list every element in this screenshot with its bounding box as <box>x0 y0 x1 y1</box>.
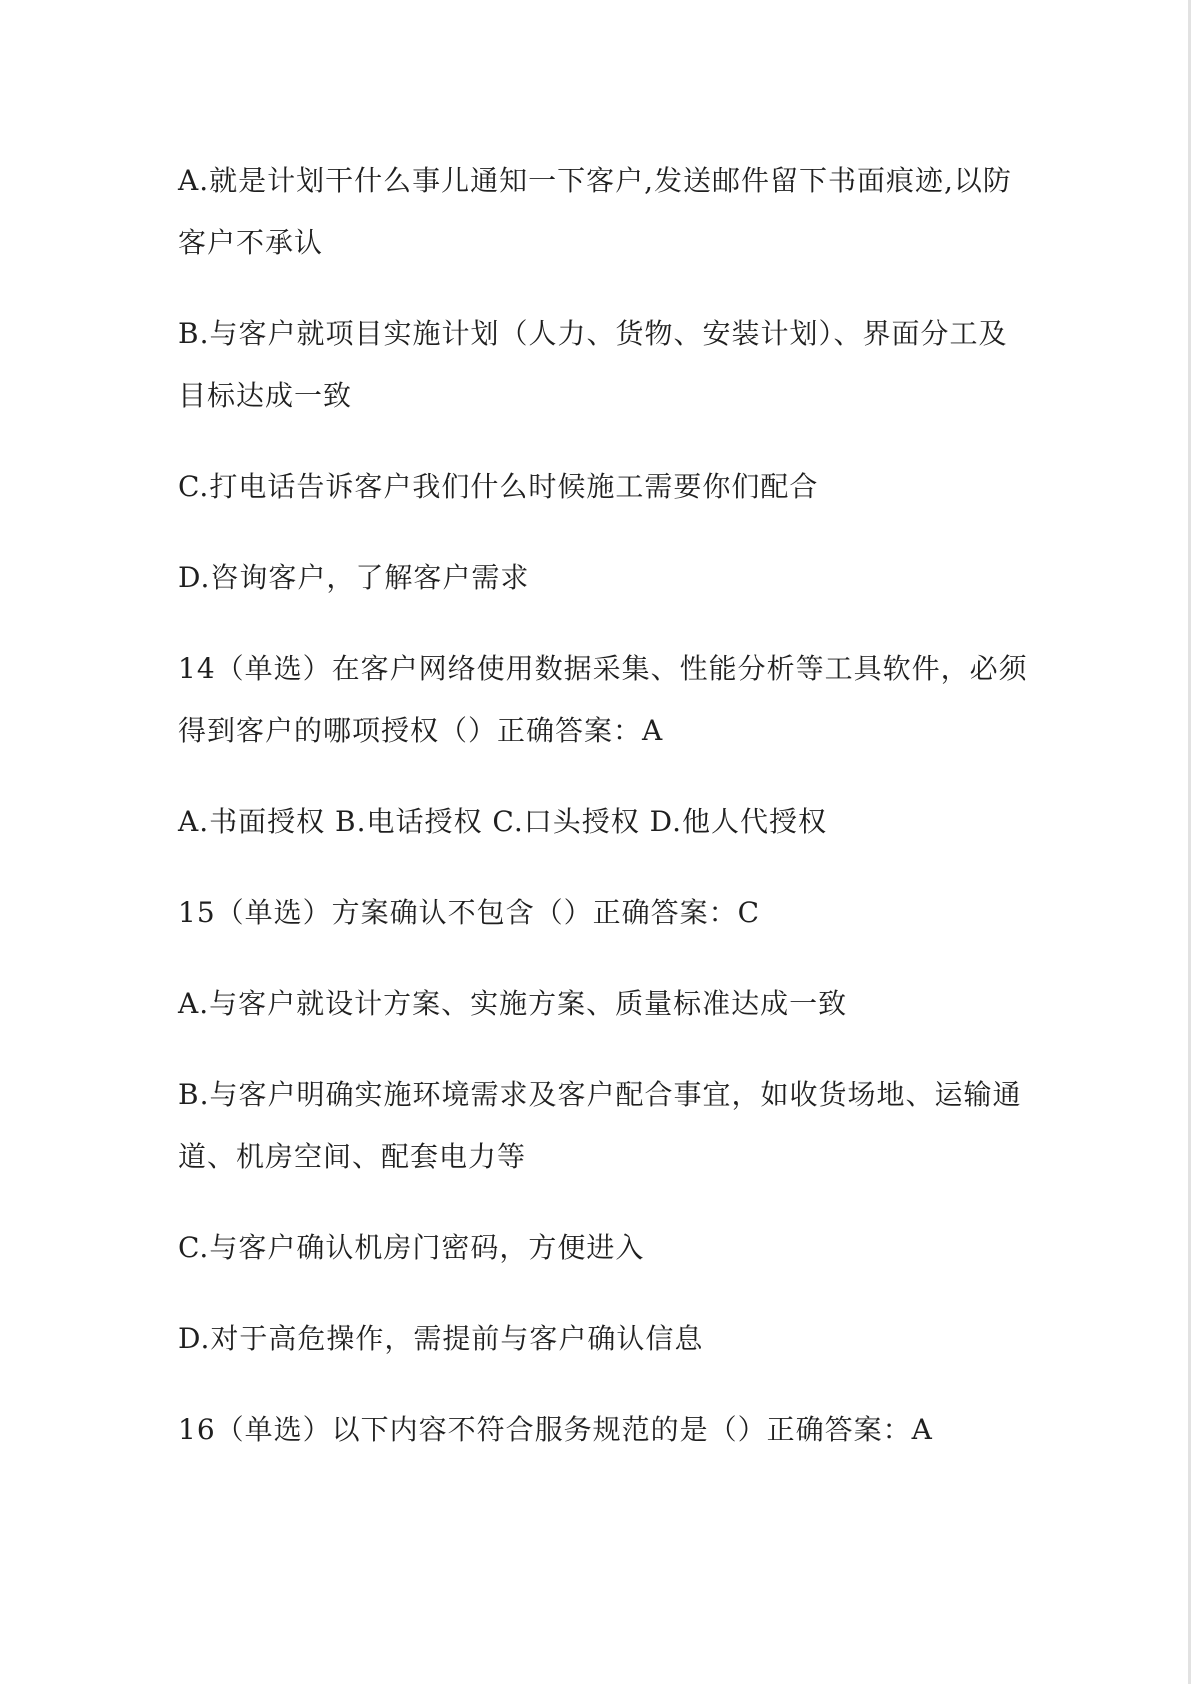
option-c-q15: C.与客户确认机房门密码，方便进入 <box>178 1231 645 1264</box>
option-b-q13: B.与客户就项目实施计划（人力、货物、安装计划）、界面分工及目标达成一致 <box>178 317 1008 412</box>
option-d-q13: D.咨询客户，了解客户需求 <box>178 561 530 594</box>
option-d-q15: D.对于高危操作，需提前与客户确认信息 <box>178 1322 704 1355</box>
question-16: 16（单选）以下内容不符合服务规范的是（）正确答案：A <box>178 1413 933 1446</box>
question-14: 14（单选）在客户网络使用数据采集、性能分析等工具软件，必须得到客户的哪项授权（）正确答案：A <box>178 652 1028 747</box>
option-c-q13: C.打电话告诉客户我们什么时候施工需要你们配合 <box>178 470 819 503</box>
option-a-q15: A.与客户就设计方案、实施方案、质量标准达成一致 <box>178 987 848 1020</box>
options-q14: A.书面授权 B.电话授权 C.口头授权 D.他人代授权 <box>178 805 827 838</box>
document-body <box>178 150 1028 1461</box>
question-15: 15（单选）方案确认不包含（）正确答案：C <box>178 896 761 929</box>
option-a-q13: A.就是计划干什么事儿通知一下客户,发送邮件留下书面痕迹,以防客户不承认 <box>178 164 1012 259</box>
option-b-q15: B.与客户明确实施环境需求及客户配合事宜，如收货场地、运输通道、机房空间、配套电力等 <box>178 1078 1022 1173</box>
